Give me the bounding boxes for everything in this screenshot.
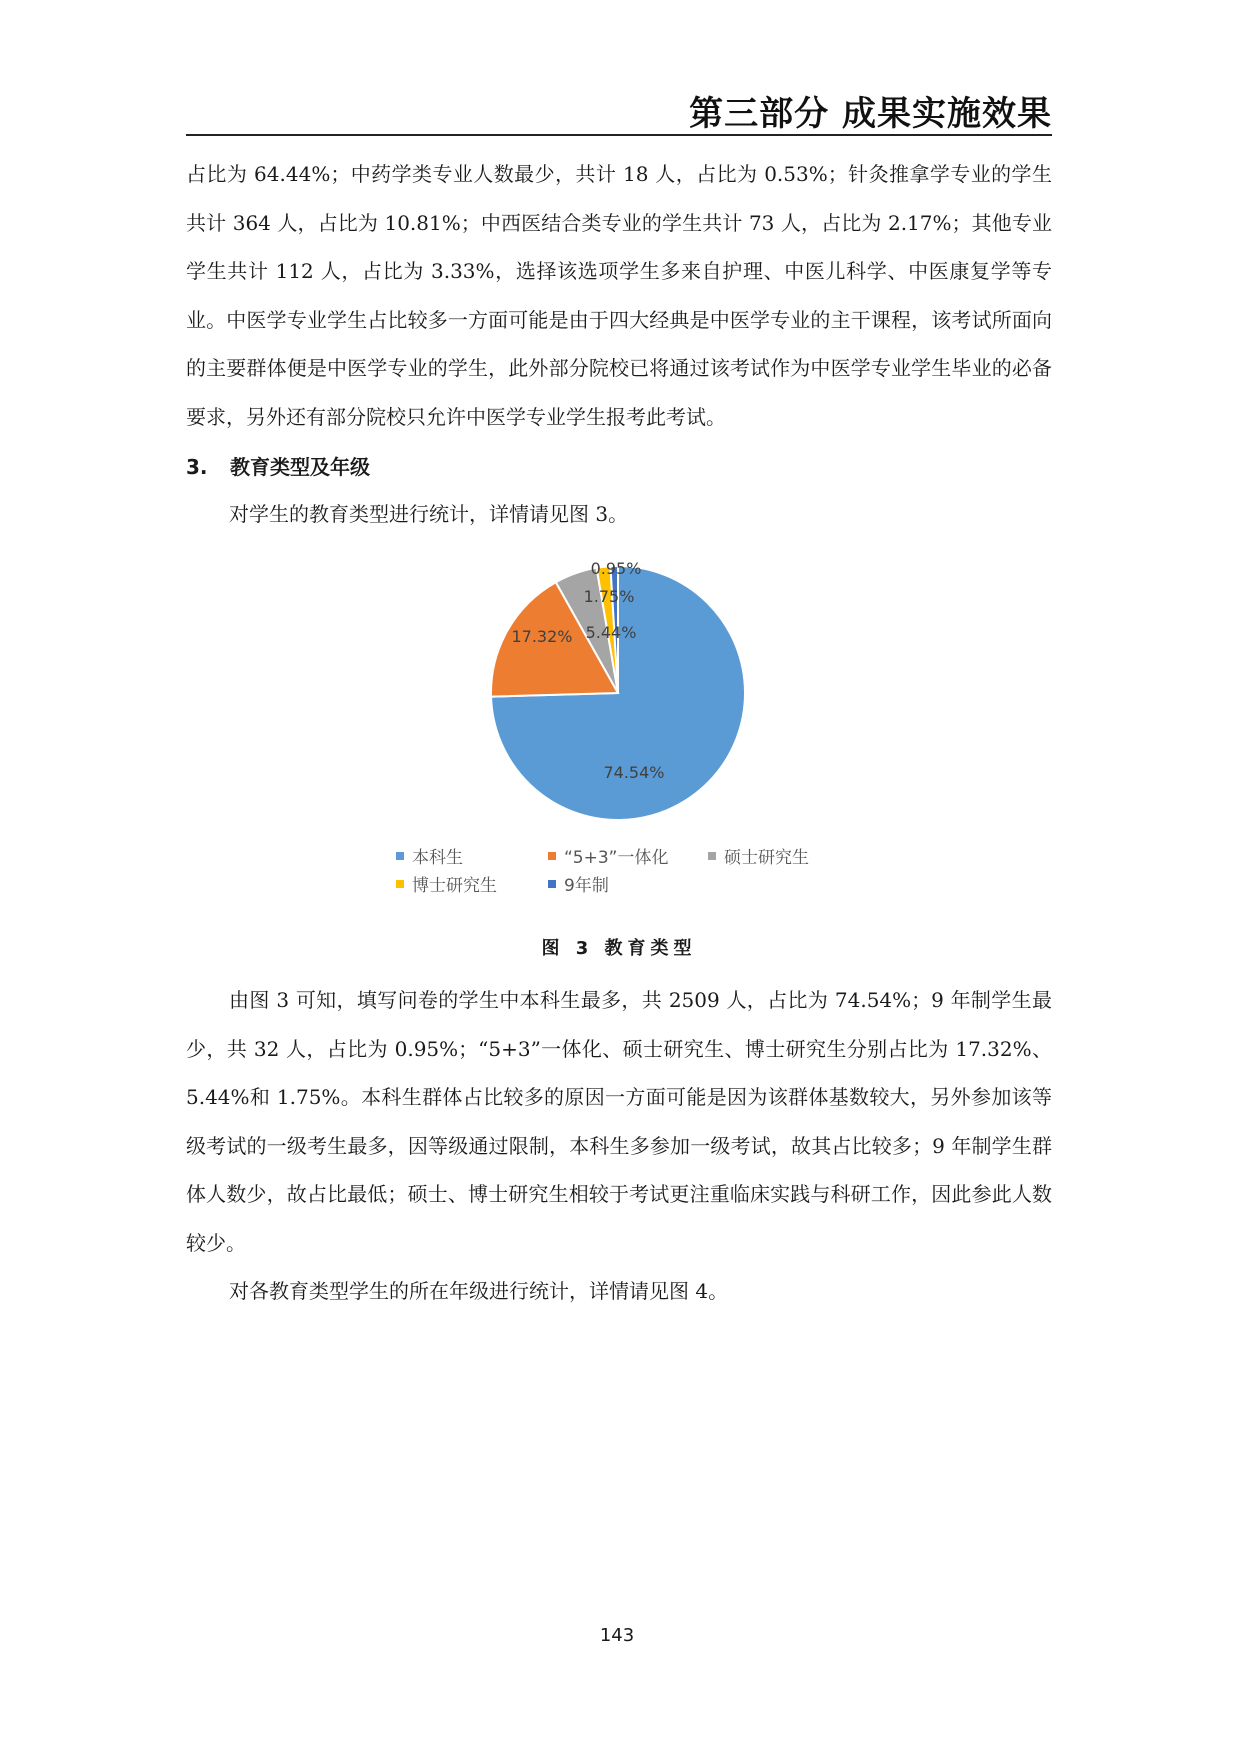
pie-label-doctor: 1.75%	[583, 587, 635, 606]
legend-item-master	[708, 845, 809, 871]
legend-swatch	[396, 880, 404, 888]
legend-swatch	[548, 880, 556, 888]
pie-label-undergraduate: 74.54%	[603, 763, 665, 782]
paragraph: 对各教育类型学生的所在年级进行统计，详情请见图 4。	[229, 1279, 729, 1303]
figure-caption: 图 3 教育类型	[541, 938, 697, 959]
legend-label: 9年制	[564, 876, 609, 896]
legend-swatch	[708, 852, 716, 860]
section-heading	[186, 447, 370, 487]
body-text-bottom	[186, 976, 1052, 1316]
paragraph: 占比为 64.44%；中药学类专业人数最少，共计 18 人，占比为 0.53%；针灸推拿学专业的学生共计 364 人，占比为 10.81%；中西医结合类专业的学生共计 73 人，占比为 2.17%；其他专业学生共计 112 人，占比为 3.33%，选择该选项学生多来自护理、中医儿科学、中医康复学等专业。中医学专业学生占比较多一方面可能是由于四大经典是中医学专业的主干课程，该考试所面向的主要群体便是中医学专业的学生，此外部分院校已将通过该考试作为中医学专业学生毕业的必备要求，另外还有部分院校只允许中医学专业学生报考此考试。	[186, 162, 1052, 429]
paragraph: 由图 3 可知，填写问卷的学生中本科生最多，共 2509 人，占比为 74.54%；9 年制学生最少，共 32 人，占比为 0.95%；“5+3”一体化、硕士研究生、博士研究生分别占比为 17.32%、5.44%和 1.75%。本科生群体占比较多的原因一方面可能是因为该群体基数较大，另外参加该等级考试的一级考生最多，因等级通过限制，本科生多参加一级考试，故其占比较多；9 年制学生群体人数少，故占比最低；硕士、博士研究生相较于考试更注重临床实践与科研工作，因此参此人数较少。	[186, 988, 1052, 1255]
header-rule	[186, 134, 1052, 136]
page-header-title: 第三部分 成果实施效果	[689, 94, 1052, 134]
legend-item-5plus3	[548, 845, 669, 871]
pie-label-9year: 0.95%	[590, 559, 642, 578]
pie-label-5plus3: 17.32%	[511, 627, 573, 646]
paragraph: 对学生的教育类型进行统计，详情请见图 3。	[229, 502, 629, 526]
section-title: 教育类型及年级	[230, 455, 370, 479]
legend-swatch	[396, 852, 404, 860]
legend-label: 本科生	[412, 848, 463, 868]
intro-text	[186, 490, 1052, 539]
pie-label-master: 5.44%	[585, 623, 637, 642]
legend-item-9year	[548, 873, 609, 899]
legend-item-doctor	[396, 873, 497, 899]
section-number: 3.	[186, 455, 208, 479]
legend-label: “5+3”一体化	[564, 848, 669, 868]
legend-item-undergraduate	[396, 845, 463, 871]
page-number: 143	[599, 1625, 635, 1646]
legend-label: 硕士研究生	[724, 848, 809, 868]
body-text-top	[186, 150, 1052, 441]
legend-swatch	[548, 852, 556, 860]
pie-chart-svg	[390, 548, 840, 838]
legend-label: 博士研究生	[412, 876, 497, 896]
